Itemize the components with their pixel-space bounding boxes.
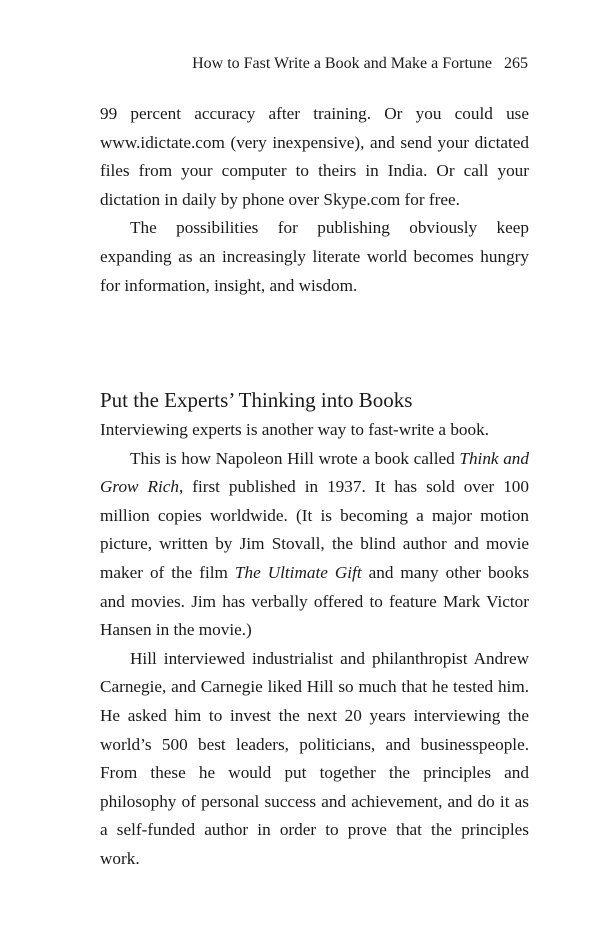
running-title: How to Fast Write a Book and Make a Fortune [192,55,492,72]
paragraph-napoleon-hill [100,445,529,645]
napoleon-text-2: , first published in 1937. It has sold over 100 million copies worldwide. (It is becoming a major motion picture, written by Jim Stovall, the blind author and movie maker of the film [100,477,529,582]
film-title-the-ultimate-gift: The Ultimate Gift [234,562,362,582]
section-heading: Put the Experts’ Thinking into Books [100,388,413,412]
running-head [192,54,528,74]
paragraph-interviewing: Interviewing experts is another way to fast-write a book. [100,420,489,439]
paragraph-possibilities: The possibilities for publishing obviously keep expanding as an increasingly literate world becomes hungry for information, insight, and wisdom. [100,218,529,295]
section-dictation-text [100,100,529,300]
paragraph-dictation: 99 percent accuracy after training. Or you could use www.idictate.com (very inexpensive), and send your dictated files from your computer to theirs in India. Or call your dictation in daily by phone over Skype.com for free. [100,104,529,209]
napoleon-text-1: This is how Napoleon Hill wrote a book called [130,448,460,468]
section-experts-text [100,416,529,874]
page-number: 265 [504,55,528,72]
paragraph-carnegie: Hill interviewed industrialist and philanthropist Andrew Carnegie, and Carnegie liked Hill so much that he tested him. He asked him to invest the next 20 years interviewing the world’s 500 best leaders, politicians, and businesspeople. From these he would put together the principles and philosophy of personal success and achievement, and do it as a self-funded author in order to prove that the principles work. [100,648,529,868]
book-title-think-and-grow-rich: Think and Grow Rich [100,448,529,497]
napoleon-text-3: and many other books and movies. Jim has verbally offered to feature Mark Victor Hansen in the movie.) [100,562,530,640]
